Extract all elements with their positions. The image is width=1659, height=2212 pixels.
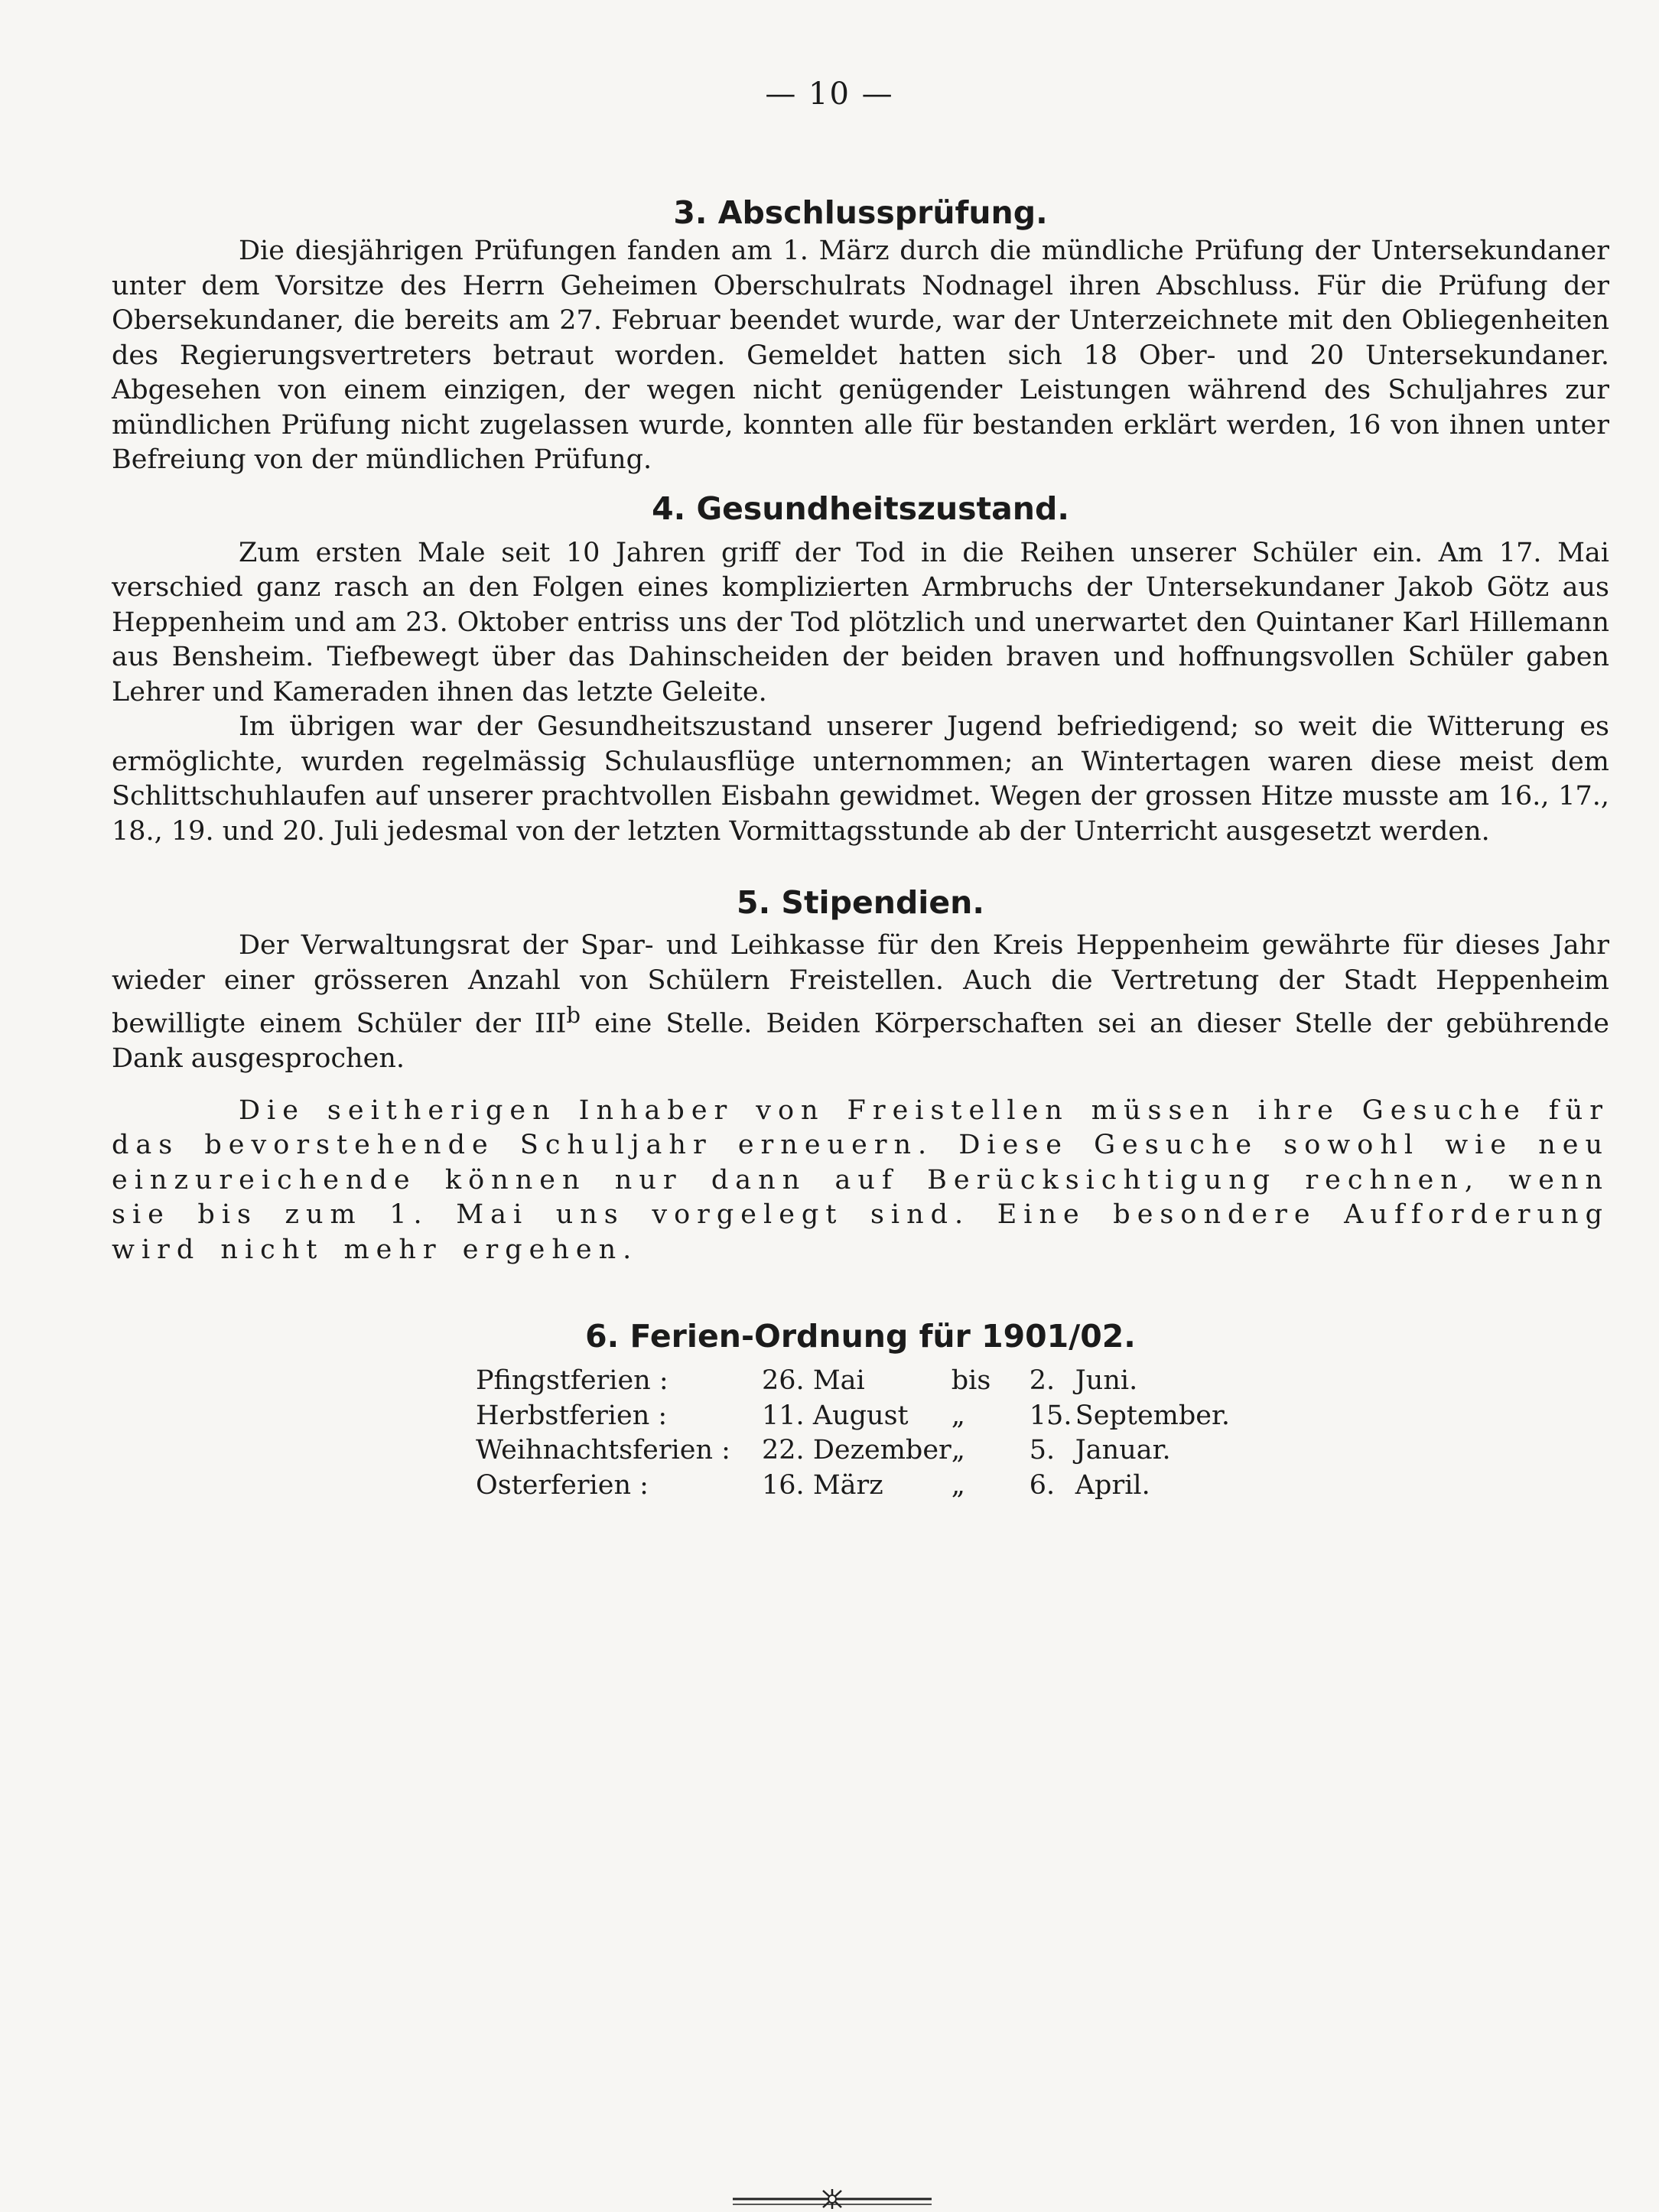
holiday-sep: bis <box>951 1365 991 1397</box>
day: 22. <box>762 1435 805 1466</box>
section-gesundheitszustand <box>112 487 1609 850</box>
spaced-notice-paragraph: Die seitherigen Inhaber von Freistellen müssen ihre Gesuche für das bevorstehende Schuljahr erneuern. Diese Gesuche sowohl wie neu einzureichende können nur dann auf Berücksichtigung rechnen, wenn sie bis zum 1. Mai uns vorgelegt sind. Eine besondere Aufforderung wird nicht mehr ergehen. <box>112 1095 1609 1265</box>
ornament-divider-icon <box>733 2186 932 2212</box>
holiday-row <box>476 1399 1230 1434</box>
month: Dezember <box>812 1435 951 1466</box>
paragraph: Die diesjährigen Prüfungen fanden am 1. März durch die mündliche Prüfung der Untersekundaner unter dem Vorsitze des Herrn Geheimen Oberschulrats Nodnagel ihren Abschluss. Für die Prüfung der Obersekundaner, die bereits am 27. Februar beendet wurde, war der Unterzeichnete mit den Obliegenheiten des Regierungsvertreters betraut worden. Gemeldet hatten sich 18 Ober- und 20 Untersekundaner. Abgesehen von einem einzigen, der wegen nicht genügender Leistungen während des Schuljahres zur mündlichen Prüfung nicht zugelassen wurde, konnten alle für bestanden erklärt werden, 16 von ihnen unter Befreiung von der mündlichen Prüfung. <box>112 236 1609 475</box>
paragraph: Zum ersten Male seit 10 Jahren griff der Tod in die Reihen unserer Schüler ein. Am 17. Mai verschied ganz rasch an den Folgen eines komplizierten Armbruchs der Untersekundaner Jakob Götz aus Heppenheim und am 23. Oktober entriss uns der Tod plötzlich und unerwartet den Quintaner Karl Hillemann aus Bensheim. Tiefbewegt über das Dahinscheiden der beiden braven und hoffnungsvollen Schüler gaben Lehrer und Kameraden ihnen das letzte Geleite. <box>112 537 1609 708</box>
page-content <box>112 191 1609 1503</box>
holiday-from <box>762 1433 951 1469</box>
holiday-to-month: September. <box>1075 1400 1230 1431</box>
section-abschlusspruefung <box>112 191 1609 478</box>
holiday-to-day: 2. <box>1029 1365 1056 1397</box>
holiday-to-day: 15. <box>1029 1400 1072 1431</box>
holiday-row <box>476 1469 1230 1504</box>
holiday-name: Osterferien : <box>476 1469 649 1501</box>
section-title: 4. Gesundheitszustand. <box>652 490 1069 527</box>
holiday-table <box>476 1364 1230 1503</box>
holiday-sep: „ <box>951 1469 965 1501</box>
section-title: 6. Ferien-Ordnung für 1901/02. <box>585 1318 1136 1355</box>
holiday-name: Pfingstferien : <box>476 1365 668 1397</box>
paragraph-text: Der Verwaltungsrat der Spar- und Leihkasse für den Kreis Heppenheim gewährte für dieses Jahr wieder einer grösseren Anzahl von Schülern Freistellen. Auch die Vertretung der Stadt Heppenheim bewilligte einem Schüler der III <box>112 930 1609 1039</box>
holiday-name: Herbstferien : <box>476 1400 668 1431</box>
holiday-to-month: Juni. <box>1075 1365 1138 1397</box>
holiday-to-day: 5. <box>1029 1435 1056 1466</box>
month: März <box>812 1469 883 1501</box>
month: August <box>812 1400 909 1431</box>
day: 26. <box>762 1365 805 1397</box>
holiday-to-month: April. <box>1075 1469 1150 1501</box>
holiday-sep: „ <box>951 1400 965 1431</box>
class-superscript: b <box>566 1002 581 1028</box>
holiday-row <box>476 1364 1230 1399</box>
holiday-to-day: 6. <box>1029 1469 1056 1501</box>
holiday-from <box>762 1469 951 1504</box>
paragraph <box>112 929 1609 1077</box>
holiday-sep: „ <box>951 1435 965 1466</box>
holiday-from <box>762 1364 951 1399</box>
paragraph-text: eine Stelle. Beiden Körperschaften sei an dieser Stelle der gebührende Dank ausgesprochen. <box>112 1008 1609 1075</box>
page-number: — 10 — <box>765 76 894 112</box>
holiday-name: Weihnachtsferien : <box>476 1435 730 1466</box>
day: 11. <box>762 1400 805 1431</box>
section-title: 3. Abschlussprüfung. <box>673 194 1048 231</box>
month: Mai <box>812 1365 865 1397</box>
section-ferienordnung <box>112 1315 1609 1503</box>
holiday-to-month: Januar. <box>1075 1435 1171 1466</box>
section-title: 5. Stipendien. <box>737 884 984 921</box>
section-stipendien <box>112 881 1609 1267</box>
holiday-row <box>476 1433 1230 1469</box>
day: 16. <box>762 1469 805 1501</box>
paragraph: Im übrigen war der Gesundheitszustand unserer Jugend befriedigend; so weit die Witterung es ermöglichte, wurden regelmässig Schulausflüge unternommen; an Wintertagen waren diese meist dem Schlittschuhlaufen auf unserer prachtvollen Eisbahn gewidmet. Wegen der grossen Hitze musste am 16., 17., 18., 19. und 20. Juli jedesmal von der letzten Vormittagsstunde ab der Unterricht ausgesetzt werden. <box>112 711 1609 847</box>
holiday-from <box>762 1399 951 1434</box>
